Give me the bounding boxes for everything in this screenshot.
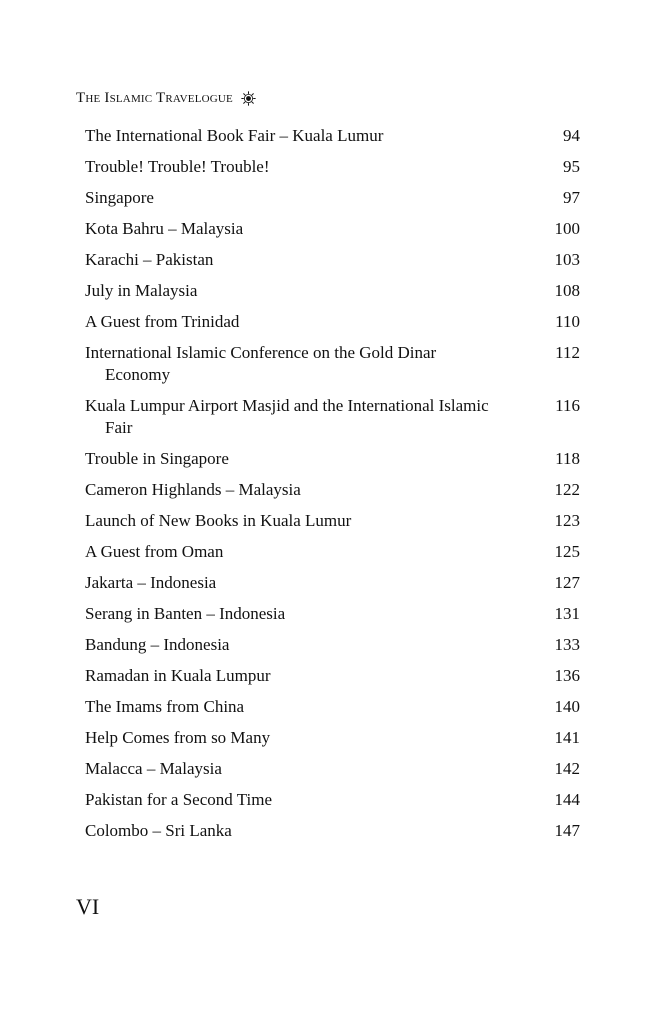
toc-entry-title: A Guest from Trinidad <box>85 312 240 331</box>
toc-entry-page: 140 <box>554 697 580 716</box>
sun-ornament-icon <box>241 91 256 106</box>
toc-entry-page: 127 <box>554 573 580 592</box>
toc-entry-title: A Guest from Oman <box>85 542 224 561</box>
toc-entry <box>85 280 580 302</box>
toc-entry-title: Bandung – Indonesia <box>85 635 230 654</box>
toc-entry-page: 144 <box>554 790 580 809</box>
toc-entry-page: 100 <box>554 219 580 238</box>
page-number: VI <box>76 894 100 919</box>
toc-entry-page: 122 <box>554 480 580 499</box>
toc-entry <box>85 187 580 209</box>
toc-entry <box>85 572 580 594</box>
toc-entry-title: The Imams from China <box>85 697 245 716</box>
toc-entry-page: 136 <box>554 666 580 685</box>
toc-entry-page: 147 <box>554 821 580 840</box>
toc-entry <box>85 249 580 271</box>
toc-entry <box>85 311 580 333</box>
toc-entry-title: July in Malaysia <box>85 281 198 300</box>
toc-entry <box>85 727 580 749</box>
table-of-contents <box>85 125 580 851</box>
running-title: The Islamic Travelogue <box>76 90 233 106</box>
toc-entry-title: International Islamic Conference on the Gold Dinar Economy <box>85 343 437 384</box>
toc-entry <box>85 758 580 780</box>
toc-entry-page: 95 <box>563 157 580 176</box>
toc-entry-title: Colombo – Sri Lanka <box>85 821 232 840</box>
toc-entry-title: Ramadan in Kuala Lumpur <box>85 666 271 685</box>
toc-entry-page: 118 <box>555 449 580 468</box>
toc-entry-page: 94 <box>563 126 580 145</box>
toc-entry <box>85 603 580 625</box>
toc-entry <box>85 448 580 470</box>
toc-entry-page: 116 <box>555 396 580 415</box>
toc-entry-title: Trouble in Singapore <box>85 449 229 468</box>
toc-entry-title: Kuala Lumpur Airport Masjid and the International Islamic Fair <box>85 396 489 437</box>
toc-entry <box>85 634 580 656</box>
toc-entry-page: 131 <box>554 604 580 623</box>
toc-entry <box>85 510 580 532</box>
toc-entry-title: Kota Bahru – Malaysia <box>85 219 244 238</box>
toc-entry-page: 142 <box>554 759 580 778</box>
toc-entry <box>85 342 580 386</box>
toc-entry <box>85 218 580 240</box>
toc-entry <box>85 541 580 563</box>
toc-entry-page: 125 <box>554 542 580 561</box>
toc-entry-title: Malacca – Malaysia <box>85 759 222 778</box>
toc-entry <box>85 479 580 501</box>
toc-entry-page: 103 <box>554 250 580 269</box>
toc-entry <box>85 395 580 439</box>
toc-entry-page: 141 <box>554 728 580 747</box>
toc-entry-title: Karachi – Pakistan <box>85 250 214 269</box>
toc-entry-title: Pakistan for a Second Time <box>85 790 272 809</box>
toc-entry <box>85 156 580 178</box>
toc-entry-title: Trouble! Trouble! Trouble! <box>85 157 270 176</box>
toc-entry <box>85 125 580 147</box>
toc-entry-title: Jakarta – Indonesia <box>85 573 217 592</box>
toc-entry <box>85 820 580 842</box>
toc-entry-title: Help Comes from so Many <box>85 728 271 747</box>
toc-entry-title: Singapore <box>85 188 154 207</box>
toc-entry-page: 110 <box>555 312 580 331</box>
toc-entry-title: Launch of New Books in Kuala Lumur <box>85 511 352 530</box>
toc-entry <box>85 696 580 718</box>
toc-entry-page: 97 <box>563 188 580 207</box>
toc-entry-page: 108 <box>554 281 580 300</box>
toc-entry-page: 133 <box>554 635 580 654</box>
toc-entry-title: The International Book Fair – Kuala Lumur <box>85 126 384 145</box>
toc-entry-title: Serang in Banten – Indonesia <box>85 604 286 623</box>
toc-entry-page: 123 <box>554 511 580 530</box>
toc-entry <box>85 665 580 687</box>
toc-entry <box>85 789 580 811</box>
running-head <box>76 90 256 107</box>
toc-entry-page: 112 <box>555 343 580 362</box>
toc-entry-title: Cameron Highlands – Malaysia <box>85 480 301 499</box>
